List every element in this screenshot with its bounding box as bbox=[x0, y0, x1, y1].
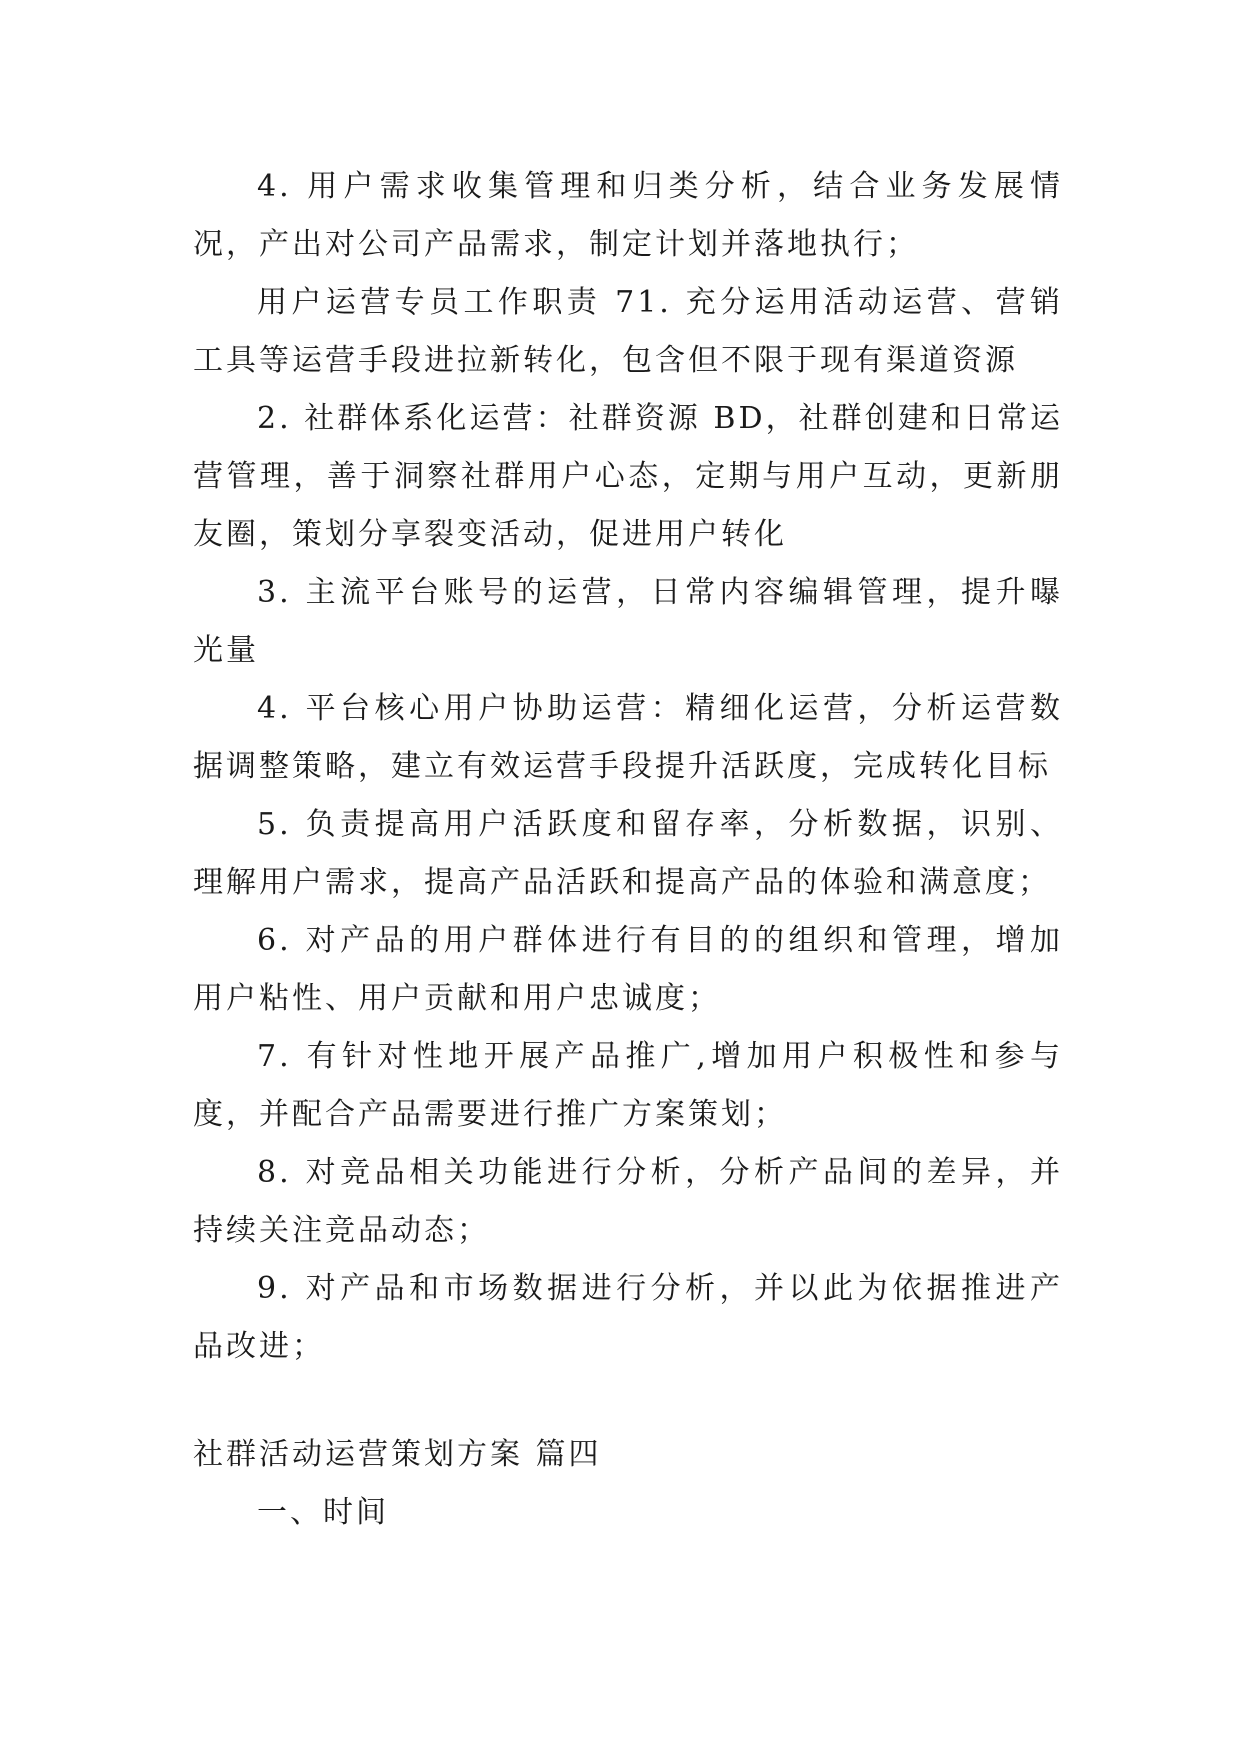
paragraph-user-needs: 4. 用户需求收集管理和归类分析，结合业务发展情况，产出对公司产品需求，制定计划并落地执行； bbox=[193, 169, 1063, 262]
document-body bbox=[193, 158, 1063, 1542]
paragraph-user-groups: 6. 对产品的用户群体进行有目的的组织和管理，增加用户粘性、用户贡献和用户忠诚度； bbox=[193, 923, 1063, 1016]
paragraph-community-ops: 2. 社群体系化运营：社群资源 BD，社群创建和日常运营管理，善于洞察社群用户心态，定期与用户互动，更新朋友圈，策划分享裂变活动，促进用户转化 bbox=[193, 401, 1063, 552]
paragraph-core-users: 4. 平台核心用户协助运营：精细化运营，分析运营数据调整策略，建立有效运营手段提升活跃度，完成转化目标 bbox=[193, 691, 1063, 784]
paragraph-job-duties: 用户运营专员工作职责 71. 充分运用活动运营、营销工具等运营手段进拉新转化，包含但不限于现有渠道资源 bbox=[193, 285, 1063, 378]
paragraph-promotion: 7. 有针对性地开展产品推广,增加用户积极性和参与度，并配合产品需要进行推广方案策划； bbox=[193, 1039, 1063, 1132]
paragraph-competitors: 8. 对竞品相关功能进行分析，分析产品间的差异，并持续关注竞品动态； bbox=[193, 1155, 1063, 1248]
subheading-time: 一、时间 bbox=[257, 1495, 389, 1530]
paragraph-platform-accounts: 3. 主流平台账号的运营，日常内容编辑管理，提升曝光量 bbox=[193, 575, 1063, 668]
paragraph-retention: 5. 负责提高用户活跃度和留存率，分析数据，识别、理解用户需求，提高产品活跃和提高产品的体验和满意度； bbox=[193, 807, 1063, 900]
paragraph-market-data: 9. 对产品和市场数据进行分析，并以此为依据推进产品改进； bbox=[193, 1271, 1063, 1364]
section-heading: 社群活动运营策划方案 篇四 bbox=[193, 1437, 602, 1472]
